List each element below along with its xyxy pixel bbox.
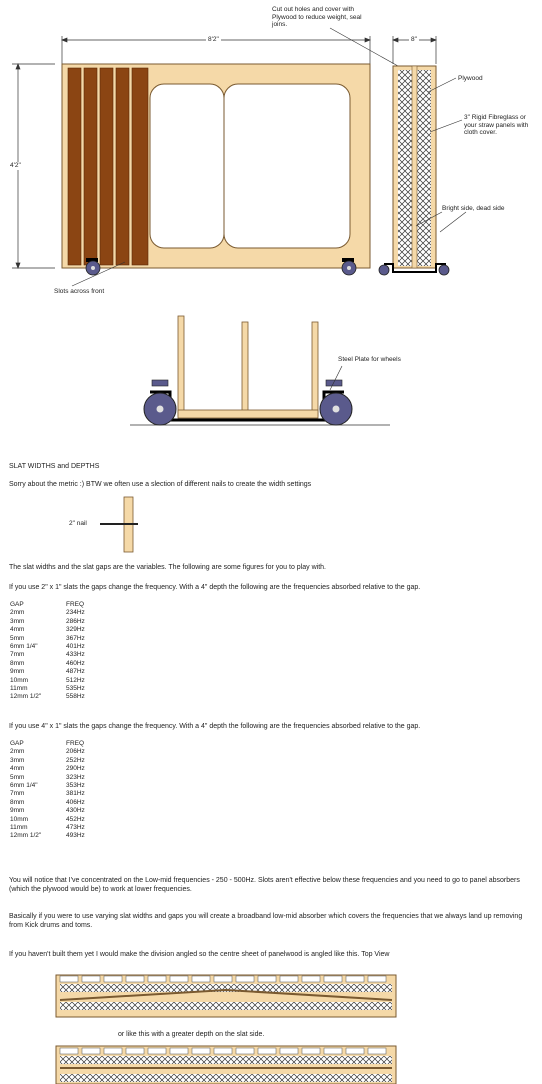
nail-label: 2" nail [69,520,87,527]
nail-figure [100,497,138,552]
steel-plate-label: Steel Plate for wheels [338,356,401,363]
sides-label: Bright side, dead side [442,205,505,212]
height-label: 4'2" [10,162,21,169]
frequency-table-1 [10,601,106,702]
table-row: 8mm 406Hz [10,798,85,806]
table-row: 6mm 1/4" 401Hz [10,643,85,651]
table1-header-gap: GAP [10,601,24,608]
variables-paragraph: The slat widths and the slat gaps are the variables. The following are some figures for you to play with. [9,564,326,571]
side-view [379,66,449,275]
table-row: 8mm 460Hz [10,659,85,667]
table2-header-gap: GAP [10,740,24,747]
table-row: 7mm 433Hz [10,651,85,659]
low-mid-paragraph: You will notice that I've concentrated on the Low-mid frequencies - 250 - 500Hz. Slots aren't effective below these frequencies and you need to go to panel absorbers (which the plywood would be) to work at lower frequencies. [9,877,520,893]
table-row: 11mm 473Hz [10,824,85,832]
slots-label: Slots across front [54,288,105,295]
table1-intro: If you use 2" x 1" slats the gaps change the frequency. With a 4" depth the following are the frequencies absorbed relative to the gap. [9,584,421,591]
table-row: 10mm 452Hz [10,815,85,823]
table-row: 3mm 252Hz [10,756,85,764]
slats [68,68,148,265]
cross-section [130,316,390,425]
frequency-table-2 [10,740,106,841]
top-note-label: Cut out holes and cover with Plywood to reduce weight, seal joins. [272,6,362,28]
table-row: 2mm 206Hz [10,748,85,756]
table-row: 7mm 381Hz [10,790,85,798]
table2-header-freq: FREQ [66,740,85,747]
table-row: 12mm 1/2" 493Hz [10,832,85,840]
front-panel [62,64,370,268]
top-view-2 [56,1046,396,1084]
table-row: 2mm 234Hz [10,609,85,617]
table-row: 11mm 535Hz [10,685,85,693]
table-row: 9mm 487Hz [10,668,85,676]
broadband-paragraph: Basically if you were to use varying slat widths and gaps you will create a broadband low-mid absorber which covers the frequencies that we always land up removing from Kick drums and toms. [9,913,523,929]
table-row: 6mm 1/4" 353Hz [10,782,85,790]
table-row: 10mm 512Hz [10,676,85,684]
section-title: SLAT WIDTHS and DEPTHS [9,463,100,470]
table-row: 9mm 430Hz [10,807,85,815]
angled-division-paragraph: If you haven't built them yet I would make the division angled so the centre sheet of panelwood is angled like this. Top View [9,951,390,958]
note-pointer [330,28,398,66]
table-row: 12mm 1/2" 558Hz [10,693,85,701]
plywood-label: Plywood [458,75,483,82]
table-row: 4mm 290Hz [10,765,85,773]
table-row: 5mm 367Hz [10,634,85,642]
intro-paragraph: Sorry about the metric :) BTW we often use a slection of different nails to create the width settings [9,481,312,488]
top-view-1 [56,975,396,1017]
table-row: 3mm 286Hz [10,617,85,625]
table1-header-freq: FREQ [66,601,85,608]
cutout-hole-left [150,84,224,248]
greater-depth-caption: or like this with a greater depth on the slat side. [118,1031,265,1038]
table-row: 5mm 323Hz [10,773,85,781]
table2-intro: If you use 4" x 1" slats the gaps change the frequency. With a 4" depth the following are the frequencies absorbed relative to the gap. [9,723,421,730]
width-label: 8'2" [208,36,219,43]
fiberglass-label: 3" Rigid Fibreglass or your straw panels with cloth cover. [464,114,529,136]
table-row: 4mm 329Hz [10,626,85,634]
cutout-hole-right [224,84,350,248]
depth-label: 8" [411,36,417,43]
